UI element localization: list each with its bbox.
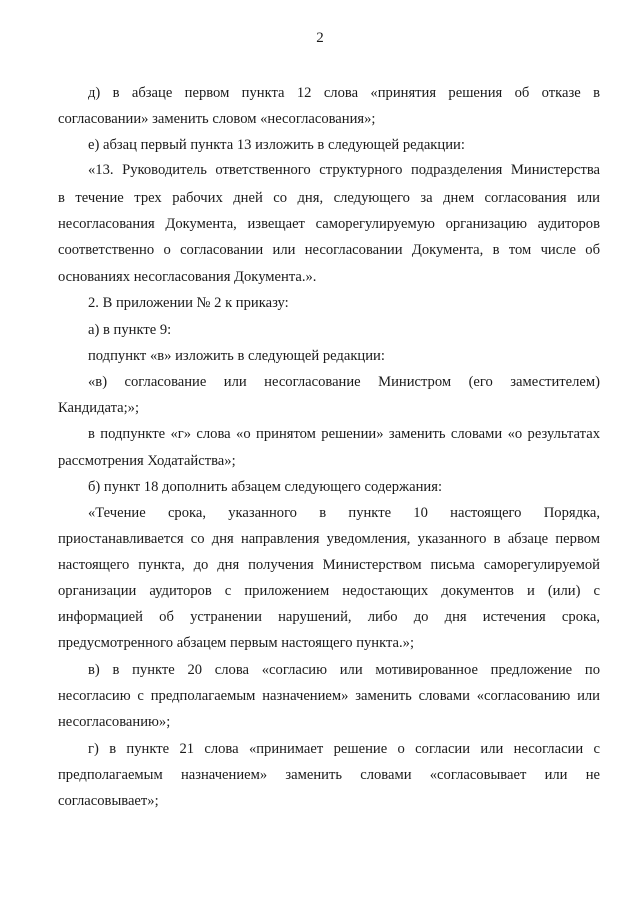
text-line: информацией об устранении нарушений, либо до дня истечения срока,	[58, 609, 600, 625]
text-line: в) в пункте 20 слова «согласию или мотивированное предложение по	[88, 662, 600, 678]
text-line: б) пункт 18 дополнить абзацем следующего содержания:	[88, 479, 443, 495]
text-line: «в) согласование или несогласование Министром (его заместителем)	[88, 374, 600, 390]
text-line: рассмотрения Ходатайства»;	[58, 453, 236, 469]
text-line: настоящего пункта, до дня получения Министерством письма саморегулируемой	[58, 557, 600, 573]
text-line: предусмотренного абзацем первым настоящего пункта.»;	[58, 635, 415, 651]
text-line: Кандидата;»;	[58, 400, 140, 416]
text-line: д) в абзаце первом пункта 12 слова «принятия решения об отказе в	[88, 85, 600, 101]
text-line: а) в пункте 9:	[88, 322, 172, 338]
text-line: согласовывает»;	[58, 793, 159, 809]
text-line: несогласованию»;	[58, 714, 171, 730]
text-line: приостанавливается со дня направления уведомления, указанного в абзаце первом	[58, 531, 600, 547]
text-line: согласовании» заменить словом «несогласования»;	[58, 111, 376, 127]
text-line: предполагаемым назначением» заменить словами «согласовывает или не	[58, 767, 600, 783]
text-line: «Течение срока, указанного в пункте 10 настоящего Порядка,	[88, 505, 600, 521]
text-line: е) абзац первый пункта 13 изложить в следующей редакции:	[88, 137, 465, 153]
text-line: в подпункте «г» слова «о принятом решении» заменить словами «о результатах	[88, 426, 600, 442]
page-number: 2	[316, 30, 324, 46]
text-line: «13. Руководитель ответственного структурного подразделения Министерства	[88, 162, 600, 178]
text-line: основаниях несогласования Документа.».	[58, 269, 317, 285]
text-line: в течение трех рабочих дней со дня, следующего за днем согласования или	[58, 190, 600, 206]
text-line: организации аудиторов с приложением недостающих документов и (или) с	[58, 583, 600, 599]
text-line: несогласию с предполагаемым назначением» заменить словами «согласованию или	[58, 688, 600, 704]
text-line: 2. В приложении № 2 к приказу:	[88, 295, 289, 311]
text-line: г) в пункте 21 слова «принимает решение о согласии или несогласии с	[88, 741, 600, 757]
text-line: подпункт «в» изложить в следующей редакции:	[88, 348, 385, 364]
text-line: несогласования Документа, извещает саморегулируемую организацию аудиторов	[58, 216, 600, 232]
text-line: соответственно о согласовании или несогласовании Документа, в том числе об	[58, 242, 600, 258]
